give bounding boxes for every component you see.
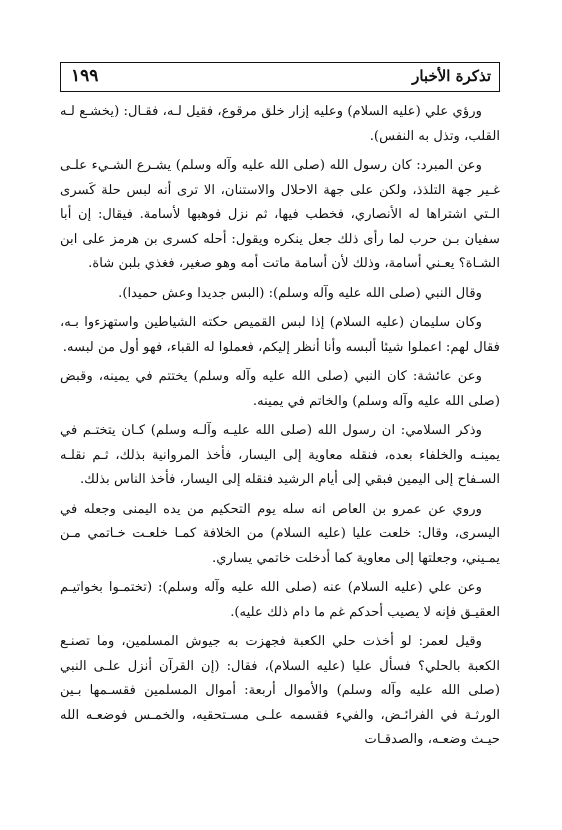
body-text — [60, 100, 500, 758]
paragraph-9: وقيل لعمر: لو أخذت حلي الكعبة فجهزت به جيوش المسلمين، وما تصنـع الكعبة بالحلي؟ فسأل عليا (عليه السلام)، فقال: (إن القرآن أنزل علـى النبي (صلى الله عليه وآله وسلم) والأموال أربعة: أموال المسلمين فقسـمها بـين الورثـة في الفرائـض، والفيء فقسمه علـى مسـتحقيه، والخمـس فوضعـه الله حيـث وضعـه، والصدقـات — [60, 634, 500, 747]
paragraph-3: وقال النبي (صلى الله عليه وآله وسلم): (البس جديدا وعش حميدا). — [118, 285, 482, 301]
paragraph-1: ورؤي علي (عليه السلام) وعليه إزار خلق مرقوع، فقيل لـه، فقـال: (يخشـع لـه القلب، وتذل به النفس). — [60, 104, 500, 144]
page-header — [60, 62, 500, 92]
paragraph-6: وذكر السلامي: ان رسول الله (صلى الله عليـه وآلـه وسلم) كـان يتختـم في يمينـه والخلفاء بعده، فنقله معاوية إلى اليسار، فأخذ المروانية بذلك، ثـم نقلـه السـفاح إلى اليمين فبقي إلى أيام الرشيد فنقله إلى اليسار، فأخذ الناس بذلك. — [60, 423, 500, 487]
paragraph-2: وعن المبرد: كان رسول الله (صلى الله عليه وآله وسلم) يشـرع الشـيء علـى غـير جهة التلذذ، ولكن على جهة الاحلال والاستنان، الا ترى أنه لبس حلة كَسرى الـتي اشتراها له الأنصاري، فخطب فيها، ثم نزل فوهبها لأسامة. فيقال: إن أبا سفيان بـن حرب لما رأى ذلك جعل ينكره ويقول: أحله كسرى بن هرمز على ابن الشـاة؟ يعـني أسامة، وذلك لأن أسامة ماتت أمه وهو صغير، فغذي بلبن شاة. — [60, 158, 500, 271]
running-title: تذكرة الأخبار — [412, 67, 491, 85]
paragraph-4: وكان سليمان (عليه السلام) إذا لبس القميص حكته الشياطين واستهزءوا بـه، فقال لهم: اعملوا شيئا ألبسه وأنا أنظر إليكم، فعملوا له القباء، فهو أول من لبسه. — [60, 315, 500, 355]
paragraph-5: وعن عائشة: كان النبي (صلى الله عليه وآله وسلم) يختتم في يمينه، وقبض (صلى الله عليه وآله وسلم) والخاتم في يمينه. — [60, 369, 500, 409]
page-number: ١٩٩ — [71, 66, 99, 86]
paragraph-8: وعن علي (عليه السلام) عنه (صلى الله عليه وآله وسلم): (تختمـوا بخواتيـم العقيـق فإنه لا يصيب أحدكم غم ما دام ذلك عليه). — [60, 580, 500, 620]
paragraph-7: وروي عن عمرو بن العاص انه سله يوم التحكيم من يده اليمنى وجعله في اليسرى، وقال: خلعت عليا (عليه السلام) من الخلافة كمـا خلعـت خـاتمي مـن يمـيني، وجعلتها إلى معاوية كما أدخلت خاتمي يساري. — [60, 501, 500, 566]
